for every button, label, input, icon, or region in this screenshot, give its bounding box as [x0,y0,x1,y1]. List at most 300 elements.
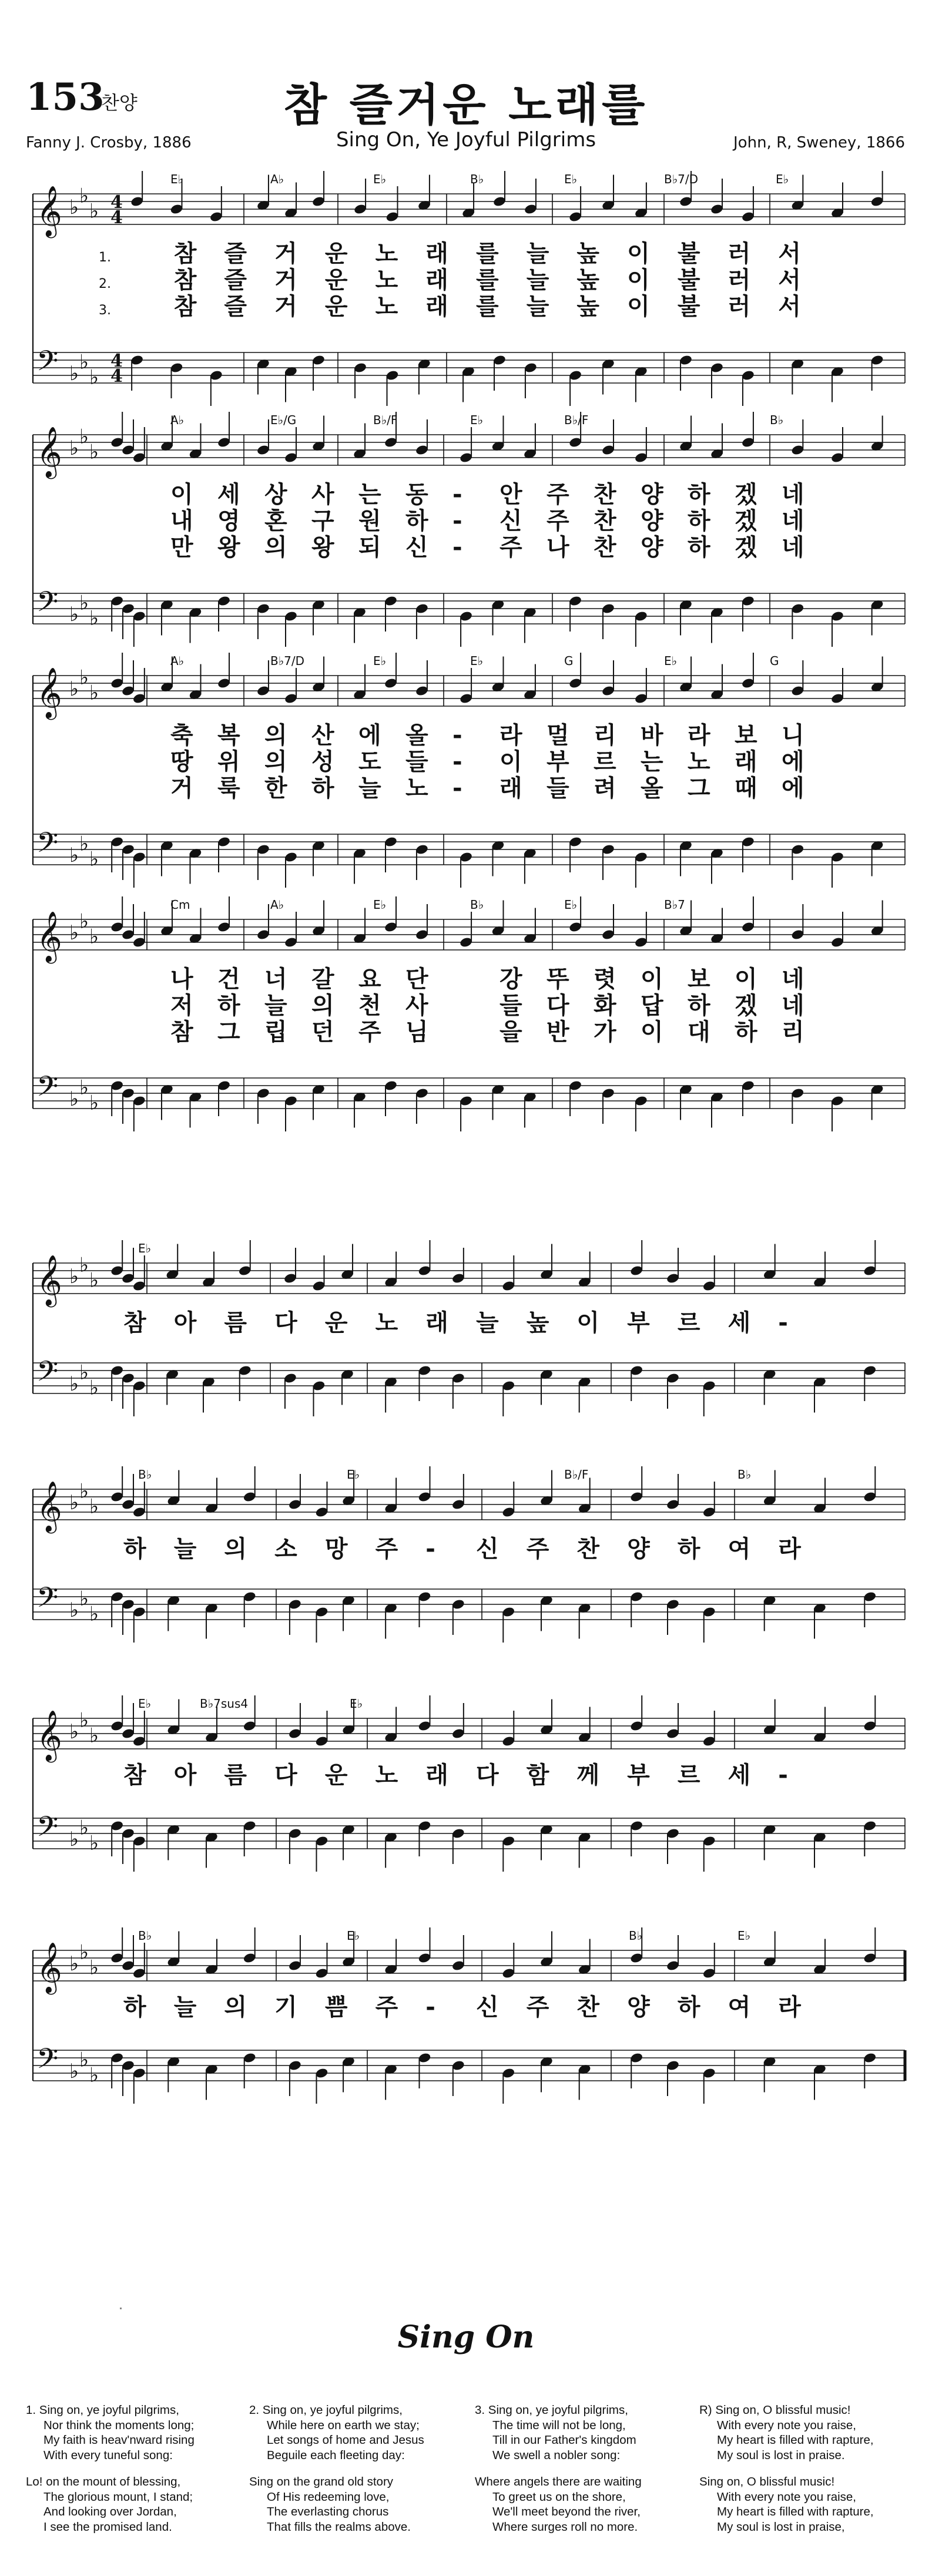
chord-symbol: E♭ [564,172,578,186]
lyric-syllable: 요 [358,966,381,993]
lyric-syllable: 사 [311,481,334,508]
lyric-syllable: 주 [375,1994,398,2021]
lyric-syllable: 참 [173,240,197,267]
flat-icon: ♭ [89,199,99,223]
lyric-syllable: - [452,748,462,775]
verse-line: Nor think the moments long; [43,2418,195,2432]
lyric-syllable: 여 [728,1536,751,1563]
lyric-syllable: 하 [688,508,710,535]
verse-line: My heart is filled with rapture, [717,2505,874,2518]
lyric-syllable: 하 [311,775,334,802]
chord-symbol: B♭ [737,1467,752,1482]
lyric-syllable: 이 [627,293,650,320]
verse-line: My soul is lost in praise, [717,2520,845,2534]
lyric-syllable: 세 [217,481,240,508]
small-dot-mark [120,2308,122,2309]
lyric-syllable: 위 [217,748,240,775]
lyric-syllable: 거 [274,240,297,267]
lyric-syllable: 룩 [217,775,240,802]
lyric-syllable: 들 [547,775,569,802]
lyric-syllable: 이 [641,1019,663,1046]
lyric-syllable: 함 [526,1762,549,1789]
lyric-syllable: 운 [324,1762,348,1789]
lyric-syllable: 께 [576,1762,600,1789]
lyric-syllable: 노 [375,267,398,294]
lyric-syllable: 노 [375,293,398,320]
bass-clef-icon: 𝄢 [36,1581,59,1621]
chord-symbol: G [564,654,574,668]
lyric-syllable: 거 [274,293,297,320]
lyric-syllable: 라 [778,1536,801,1563]
chord-symbol: E♭ [138,1697,152,1711]
flat-icon: ♭ [79,832,89,856]
lyric-syllable: 신 [476,1536,499,1563]
chord-symbol: A♭ [270,898,284,912]
lyric-syllable: 신 [499,508,522,535]
lyric-syllable: 참 [123,1309,146,1336]
lyric-syllable: 올 [405,722,428,749]
lyric-syllable: 이 [576,1309,600,1336]
treble-clef-icon: 𝄞 [36,1255,62,1305]
verse-line: Let songs of home and Jesus [267,2433,424,2447]
chord-symbol: E♭ [470,654,484,668]
lyric-syllable: 래 [499,775,522,802]
verse-number: 1. [99,250,111,265]
stanza-gap [26,2463,237,2474]
lyric-syllable: 영 [217,508,240,535]
verse-line: My soul is lost in praise. [717,2448,845,2462]
lyric-syllable: 노 [375,240,398,267]
lyric-syllable: - [452,508,462,535]
lyric-syllable: 의 [224,1536,247,1563]
lyric-syllable: 이 [735,966,757,993]
lyric-syllable: 나 [170,966,193,993]
chord-symbol: B♭ [470,898,484,912]
flat-icon: ♭ [79,184,89,208]
flat-icon: ♭ [69,1491,79,1514]
chord-symbol: B♭7 [664,898,685,912]
lyric-syllable: 복 [217,722,240,749]
flat-icon: ♭ [89,1376,99,1400]
flat-icon: ♭ [69,1828,79,1851]
chord-symbol: B♭/F [564,413,589,427]
time-signature: 4 [110,351,123,371]
flat-icon: ♭ [69,603,79,626]
time-signature: 4 [110,366,123,387]
lyric-syllable: 하 [123,1536,146,1563]
lyric-syllable: 이 [627,240,650,267]
lyric-syllable: 립 [264,1019,287,1046]
lyric-syllable: 님 [405,1019,428,1046]
verse-line: Where surges roll no more. [492,2520,638,2534]
flat-icon: ♭ [79,1816,89,1840]
flat-icon: ♭ [79,425,89,449]
lyric-syllable: 도 [358,748,381,775]
flat-icon: ♭ [69,2060,79,2083]
verse-line: Till in our Father's kingdom [492,2433,636,2447]
lyric-syllable: 되 [358,534,381,561]
flat-icon: ♭ [69,921,79,945]
flat-icon: ♭ [79,350,89,374]
lyric-syllable: 축 [170,722,193,749]
lyric-syllable: 즐 [224,267,247,294]
lyric-syllable: 네 [782,992,804,1019]
lyric-syllable: 성 [311,748,334,775]
lyric-syllable: 찬 [594,481,616,508]
verse-line: With every note you raise, [717,2418,856,2432]
lyric-syllable: 래 [425,1309,448,1336]
lyric-syllable: 다 [274,1309,297,1336]
lyric-syllable: 건 [217,966,240,993]
lyric-syllable: 만 [170,534,193,561]
chord-symbol: E♭ [664,654,678,668]
lyric-syllable: 안 [499,481,522,508]
lyric-syllable: 름 [224,1762,247,1789]
bass-clef-icon: 𝄢 [36,1355,59,1395]
lyric-syllable: 때 [735,775,757,802]
lyricist: Fanny J. Crosby, 1886 [26,134,192,152]
lyric-syllable: 높 [576,293,600,320]
chord-symbol: A♭ [170,654,185,668]
lyric-syllable: 를 [476,267,499,294]
lyric-syllable: 들 [499,992,522,1019]
verse-line: And looking over Jordan, [43,2505,177,2518]
chord-symbol: B♭ [770,413,784,427]
verse-line: I see the promised land. [43,2520,172,2534]
lyric-syllable: 하 [688,992,710,1019]
lyric-syllable: 하 [688,481,710,508]
lyric-syllable: 래 [425,1762,448,1789]
lyric-syllable: 운 [324,267,348,294]
verse-line: My faith is heav'nward rising [43,2433,195,2447]
flat-icon: ♭ [69,1372,79,1396]
lyric-syllable: 주 [547,481,569,508]
lyric-syllable: 찬 [594,534,616,561]
treble-clef-icon: 𝄞 [36,1942,62,1993]
chord-symbol: E♭ [737,1929,751,1943]
lyric-syllable: 러 [728,293,751,320]
flat-icon: ♭ [69,1720,79,1744]
verse-line: 2. Sing on, ye joyful pilgrims, [249,2403,403,2417]
lyric-syllable: 주 [526,1536,549,1563]
lyric-syllable: 불 [677,293,700,320]
flat-icon: ♭ [89,925,99,949]
english-verse-2 [249,2403,461,2534]
lyric-syllable: 화 [594,992,616,1019]
lyric-syllable: 운 [324,293,348,320]
lyric-syllable: 려 [594,775,616,802]
lyric-syllable: 운 [324,1309,348,1336]
time-signature: 4 [110,192,123,213]
lyric-syllable: 의 [264,722,287,749]
lyric-syllable: 던 [311,1019,334,1046]
chord-symbol: E♭ [470,413,484,427]
flat-icon: ♭ [89,681,99,705]
lyric-syllable: 사 [405,992,428,1019]
chord-symbol: B♭ [470,172,484,186]
lyric-syllable: 에 [358,722,381,749]
flat-icon: ♭ [79,1361,89,1385]
hymn-number: 153 [26,75,105,119]
verse-line: Beguile each fleeting day: [267,2448,405,2462]
lyric-syllable: 늘 [264,992,287,1019]
lyric-syllable: - [452,481,462,508]
lyric-syllable: 운 [324,240,348,267]
lyric-syllable: 노 [405,775,428,802]
lyric-syllable: 름 [224,1309,247,1336]
lyric-syllable: 그 [688,775,710,802]
verse-line: That fills the realms above. [267,2520,411,2534]
flat-icon: ♭ [79,909,89,933]
lyric-syllable: 라 [778,1994,801,2021]
lyric-syllable: 서 [778,293,801,320]
time-signature: 4 [110,207,123,228]
lyric-syllable: 하 [735,1019,757,1046]
lyric-syllable: 소 [274,1536,297,1563]
lyric-syllable: 참 [173,267,197,294]
verse-line: With every tuneful song: [43,2448,173,2462]
lyric-syllable: 겠 [735,481,757,508]
verse-line: With every note you raise, [717,2490,856,2504]
lyric-syllable: 의 [311,992,334,1019]
lyric-syllable: 찬 [576,1536,600,1563]
lyric-syllable: 하 [123,1994,146,2021]
lyric-syllable: 라 [688,722,710,749]
lyric-syllable: 에 [782,748,804,775]
bass-clef-icon: 𝄢 [36,1810,59,1850]
lyric-syllable: 에 [782,775,804,802]
lyric-syllable: 네 [782,481,804,508]
treble-clef-icon: 𝄞 [36,911,62,962]
lyric-syllable: 하 [677,1536,700,1563]
stanza-gap [475,2463,686,2474]
chord-symbol: G [770,654,779,668]
lyric-syllable: 세 [728,1309,751,1336]
lyric-syllable: 이 [170,481,193,508]
lyric-syllable: 불 [677,240,700,267]
chord-symbol: B♭/F [373,413,398,427]
flat-icon: ♭ [79,1940,89,1964]
lyric-syllable: 불 [677,267,700,294]
lyric-syllable: 높 [576,267,600,294]
lyric-syllable: 다 [476,1762,499,1789]
lyric-syllable: 다 [274,1762,297,1789]
verse-line: Lo! on the mount of blessing, [26,2475,181,2488]
lyric-syllable: 갈 [311,966,334,993]
lyric-syllable: 주 [375,1536,398,1563]
flat-icon: ♭ [69,1598,79,1622]
lyric-syllable: 서 [778,267,801,294]
chord-symbol: E♭ [138,1241,152,1255]
flat-icon: ♭ [69,677,79,701]
lyric-syllable: 는 [358,481,381,508]
lyric-syllable: 양 [641,481,663,508]
lyric-syllable: 늘 [526,267,549,294]
lyric-syllable: 르 [677,1309,700,1336]
flat-icon: ♭ [89,1091,99,1115]
lyric-syllable: 이 [499,748,522,775]
lyric-syllable: 늘 [173,1994,197,2021]
flat-icon: ♭ [79,591,89,615]
flat-icon: ♭ [69,1952,79,1976]
lyric-syllable: 렷 [594,966,616,993]
lyric-syllable: 이 [641,966,663,993]
chord-symbol: E♭ [776,172,789,186]
lyric-syllable: 신 [405,534,428,561]
lyric-syllable: 양 [641,508,663,535]
lyric-syllable: 노 [375,1762,398,1789]
lyric-syllable: 세 [728,1762,751,1789]
lyric-syllable: 래 [735,748,757,775]
lyric-syllable: 노 [688,748,710,775]
lyric-syllable: 들 [405,748,428,775]
english-verse-3 [475,2403,686,2534]
flat-icon: ♭ [69,362,79,385]
flat-icon: ♭ [79,1587,89,1611]
flat-icon: ♭ [79,1076,89,1100]
lyric-syllable: 의 [264,748,287,775]
verse-number: 3. [99,303,111,318]
verse-line: The glorious mount, I stand; [43,2490,193,2504]
lyric-syllable: 올 [641,775,663,802]
hymn-number-suffix: 찬양 [101,92,138,114]
lyric-syllable: 러 [728,240,751,267]
treble-clef-icon: 𝄞 [36,1710,62,1761]
lyric-syllable: 는 [641,748,663,775]
flat-icon: ♭ [89,1494,99,1519]
bass-clef-icon: 𝄢 [36,1070,59,1110]
lyric-syllable: 부 [547,748,569,775]
lyric-syllable: 답 [641,992,663,1019]
verse-line: My heart is filled with rapture, [717,2433,874,2447]
lyric-syllable: 늘 [358,775,381,802]
treble-clef-icon: 𝄞 [36,186,62,236]
lyric-syllable: 강 [499,966,522,993]
lyric-syllable: 내 [170,508,193,535]
lyric-syllable: 뚜 [547,966,569,993]
lyric-syllable: 르 [594,748,616,775]
lyric-syllable: 니 [782,722,804,749]
flat-icon: ♭ [89,1602,99,1626]
lyric-syllable: 아 [173,1309,197,1336]
lyric-syllable: 양 [627,1536,650,1563]
lyric-syllable: 러 [728,267,751,294]
flat-icon: ♭ [79,1708,89,1732]
lyric-syllable: 이 [627,267,650,294]
composer: John, R, Sweney, 1866 [733,134,905,152]
lyric-syllable: 의 [224,1994,247,2021]
lyric-syllable: 원 [358,508,381,535]
chord-symbol: A♭ [170,413,185,427]
lyric-syllable: 구 [311,508,334,535]
verse-line: The time will not be long, [492,2418,626,2432]
lyric-syllable: 늘 [476,1309,499,1336]
stanza-gap [699,2463,911,2474]
flat-icon: ♭ [89,1724,99,1748]
chord-symbol: B♭ [629,1929,643,1943]
flat-icon: ♭ [89,365,99,389]
chord-symbol: Cm [170,898,190,912]
lyric-syllable: 참 [170,1019,193,1046]
lyric-syllable: 참 [123,1762,146,1789]
lyric-syllable: 상 [264,481,287,508]
lyric-syllable: 높 [576,240,600,267]
chord-symbol: B♭7/D [664,172,699,186]
verse-line: 3. Sing on, ye joyful pilgrims, [475,2403,628,2417]
lyric-syllable: 하 [405,508,428,535]
lyric-syllable: 거 [170,775,193,802]
flat-icon: ♭ [79,666,89,690]
lyric-syllable: 서 [778,240,801,267]
flat-icon: ♭ [89,1956,99,1980]
verse-line: 1. Sing on, ye joyful pilgrims, [26,2403,179,2417]
lyric-syllable: 르 [677,1762,700,1789]
lyric-syllable: 겠 [735,508,757,535]
lyric-syllable: 의 [264,534,287,561]
lyric-syllable: 을 [499,1019,522,1046]
lyric-syllable: 동 [405,481,428,508]
lyric-syllable: - [425,1536,435,1563]
lyric-syllable: - [778,1762,788,1789]
verse-line: Where angels there are waiting [475,2475,642,2488]
lyric-syllable: 노 [375,1309,398,1336]
hymn-english-title: Sing On, Ye Joyful Pilgrims [336,128,596,152]
lyric-syllable: 한 [264,775,287,802]
verse-line: Of His redeeming love, [267,2490,390,2504]
bass-clef-icon: 𝄢 [36,826,59,866]
lyric-syllable: 여 [728,1994,751,2021]
lyric-syllable: 래 [425,293,448,320]
lyric-syllable: 양 [641,534,663,561]
lyric-syllable: 를 [476,240,499,267]
chord-symbol: B♭7sus4 [200,1697,249,1711]
flat-icon: ♭ [89,1831,99,1855]
verse-line: To greet us on the shore, [492,2490,626,2504]
lyric-syllable: 늘 [526,293,549,320]
flat-icon: ♭ [89,2063,99,2087]
lyric-syllable: 단 [405,966,428,993]
verse-line: Sing on, O blissful music! [699,2475,835,2488]
stanza-gap [249,2463,461,2474]
flat-icon: ♭ [89,1268,99,1292]
bass-clef-icon: 𝄢 [36,2042,59,2082]
bass-clef-icon: 𝄢 [36,344,59,384]
lyric-syllable: - [452,722,462,749]
lyric-syllable: 하 [677,1994,700,2021]
lyric-syllable: 반 [547,1019,569,1046]
flat-icon: ♭ [69,844,79,867]
lyric-syllable: 네 [782,508,804,535]
lyric-syllable: 거 [274,267,297,294]
lyric-syllable: 래 [425,267,448,294]
flat-icon: ♭ [69,196,79,219]
chord-symbol: E♭ [373,654,387,668]
lyric-syllable: 래 [425,240,448,267]
lyric-syllable: 대 [688,1019,710,1046]
flat-icon: ♭ [79,1479,89,1503]
chord-symbol: E♭ [347,1929,360,1943]
lyric-syllable: 리 [594,722,616,749]
lyric-syllable: 저 [170,992,193,1019]
chord-symbol: B♭7/D [270,654,305,668]
chord-symbol: E♭ [373,172,387,186]
lyric-syllable: - [778,1309,788,1336]
bass-clef-icon: 𝄢 [36,585,59,625]
chord-symbol: E♭ [350,1697,363,1711]
lyric-syllable: 를 [476,293,499,320]
lyric-syllable: 네 [782,534,804,561]
chord-symbol: E♭ [170,172,184,186]
